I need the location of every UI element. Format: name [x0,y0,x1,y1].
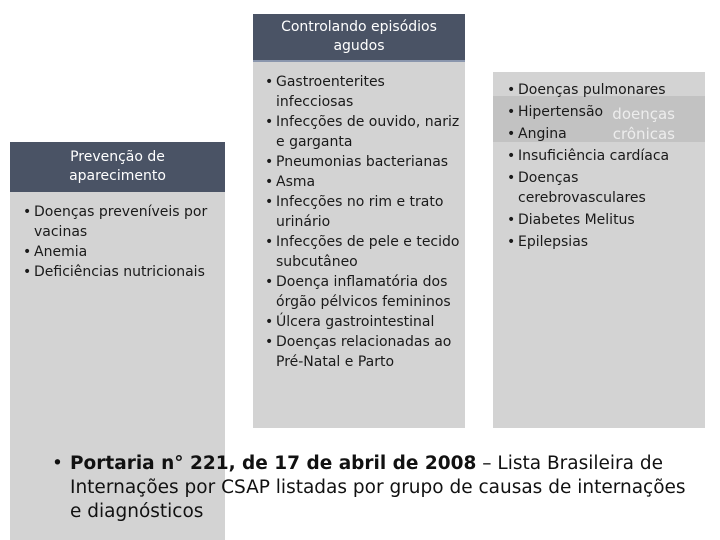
footer-note [52,452,692,524]
list-item: • Infecções no rim e trato urinário [262,192,462,232]
header-line: Controlando episódios [281,19,437,35]
list-item: • Angina [504,124,702,144]
list-item: • Insuficiência cardíaca [504,146,702,166]
list-item: • Doenças cerebrovasculares [504,168,702,208]
list-prevencao [20,202,220,282]
list-item: • Infecções de ouvido, nariz e garganta [262,112,462,152]
list-item: • Pneumonias bacterianas [262,152,462,172]
header-prevencao [10,142,225,192]
list-doencas-cronicas [504,80,702,254]
list-item: • Infecções de pele e tecido subcutâneo [262,232,462,272]
list-item: • Doenças preveníveis por vacinas [20,202,220,242]
list-item: • Diabetes Melitus [504,210,702,230]
list-item: • Asma [262,172,462,192]
header-line: agudos [333,38,385,54]
header-episodios-agudos [253,14,465,62]
footer-rest: – Lista Brasileira de Internações por CSAP listadas por grupo de causas de internações e diagnósticos [70,453,686,522]
faded-header-line: doenças [612,105,675,123]
header-line: Prevenção de [70,149,165,165]
list-item: • Úlcera gastrointestinal [262,312,462,332]
list-item: • Deficiências nutricionais [20,262,220,282]
header-line: aparecimento [69,168,166,184]
list-episodios-agudos [262,72,462,372]
list-item: • Doenças relacionadas ao Pré-Natal e Parto [262,332,462,372]
faded-header-line: crônicas [612,125,675,143]
list-item: • Anemia [20,242,220,262]
footer-text [52,452,692,524]
list-item: • Doenças pulmonares [504,80,702,100]
list-item: • Gastroenterites infecciosas [262,72,462,112]
list-item: • Hipertensão [504,102,702,122]
list-item: • Doença inflamatória dos órgão pélvicos femininos [262,272,462,312]
list-item: • Epilepsias [504,232,702,252]
bullet-glyph: • [52,453,63,474]
footer-bold: Portaria n° 221, de 17 de abril de 2008 [70,453,477,474]
